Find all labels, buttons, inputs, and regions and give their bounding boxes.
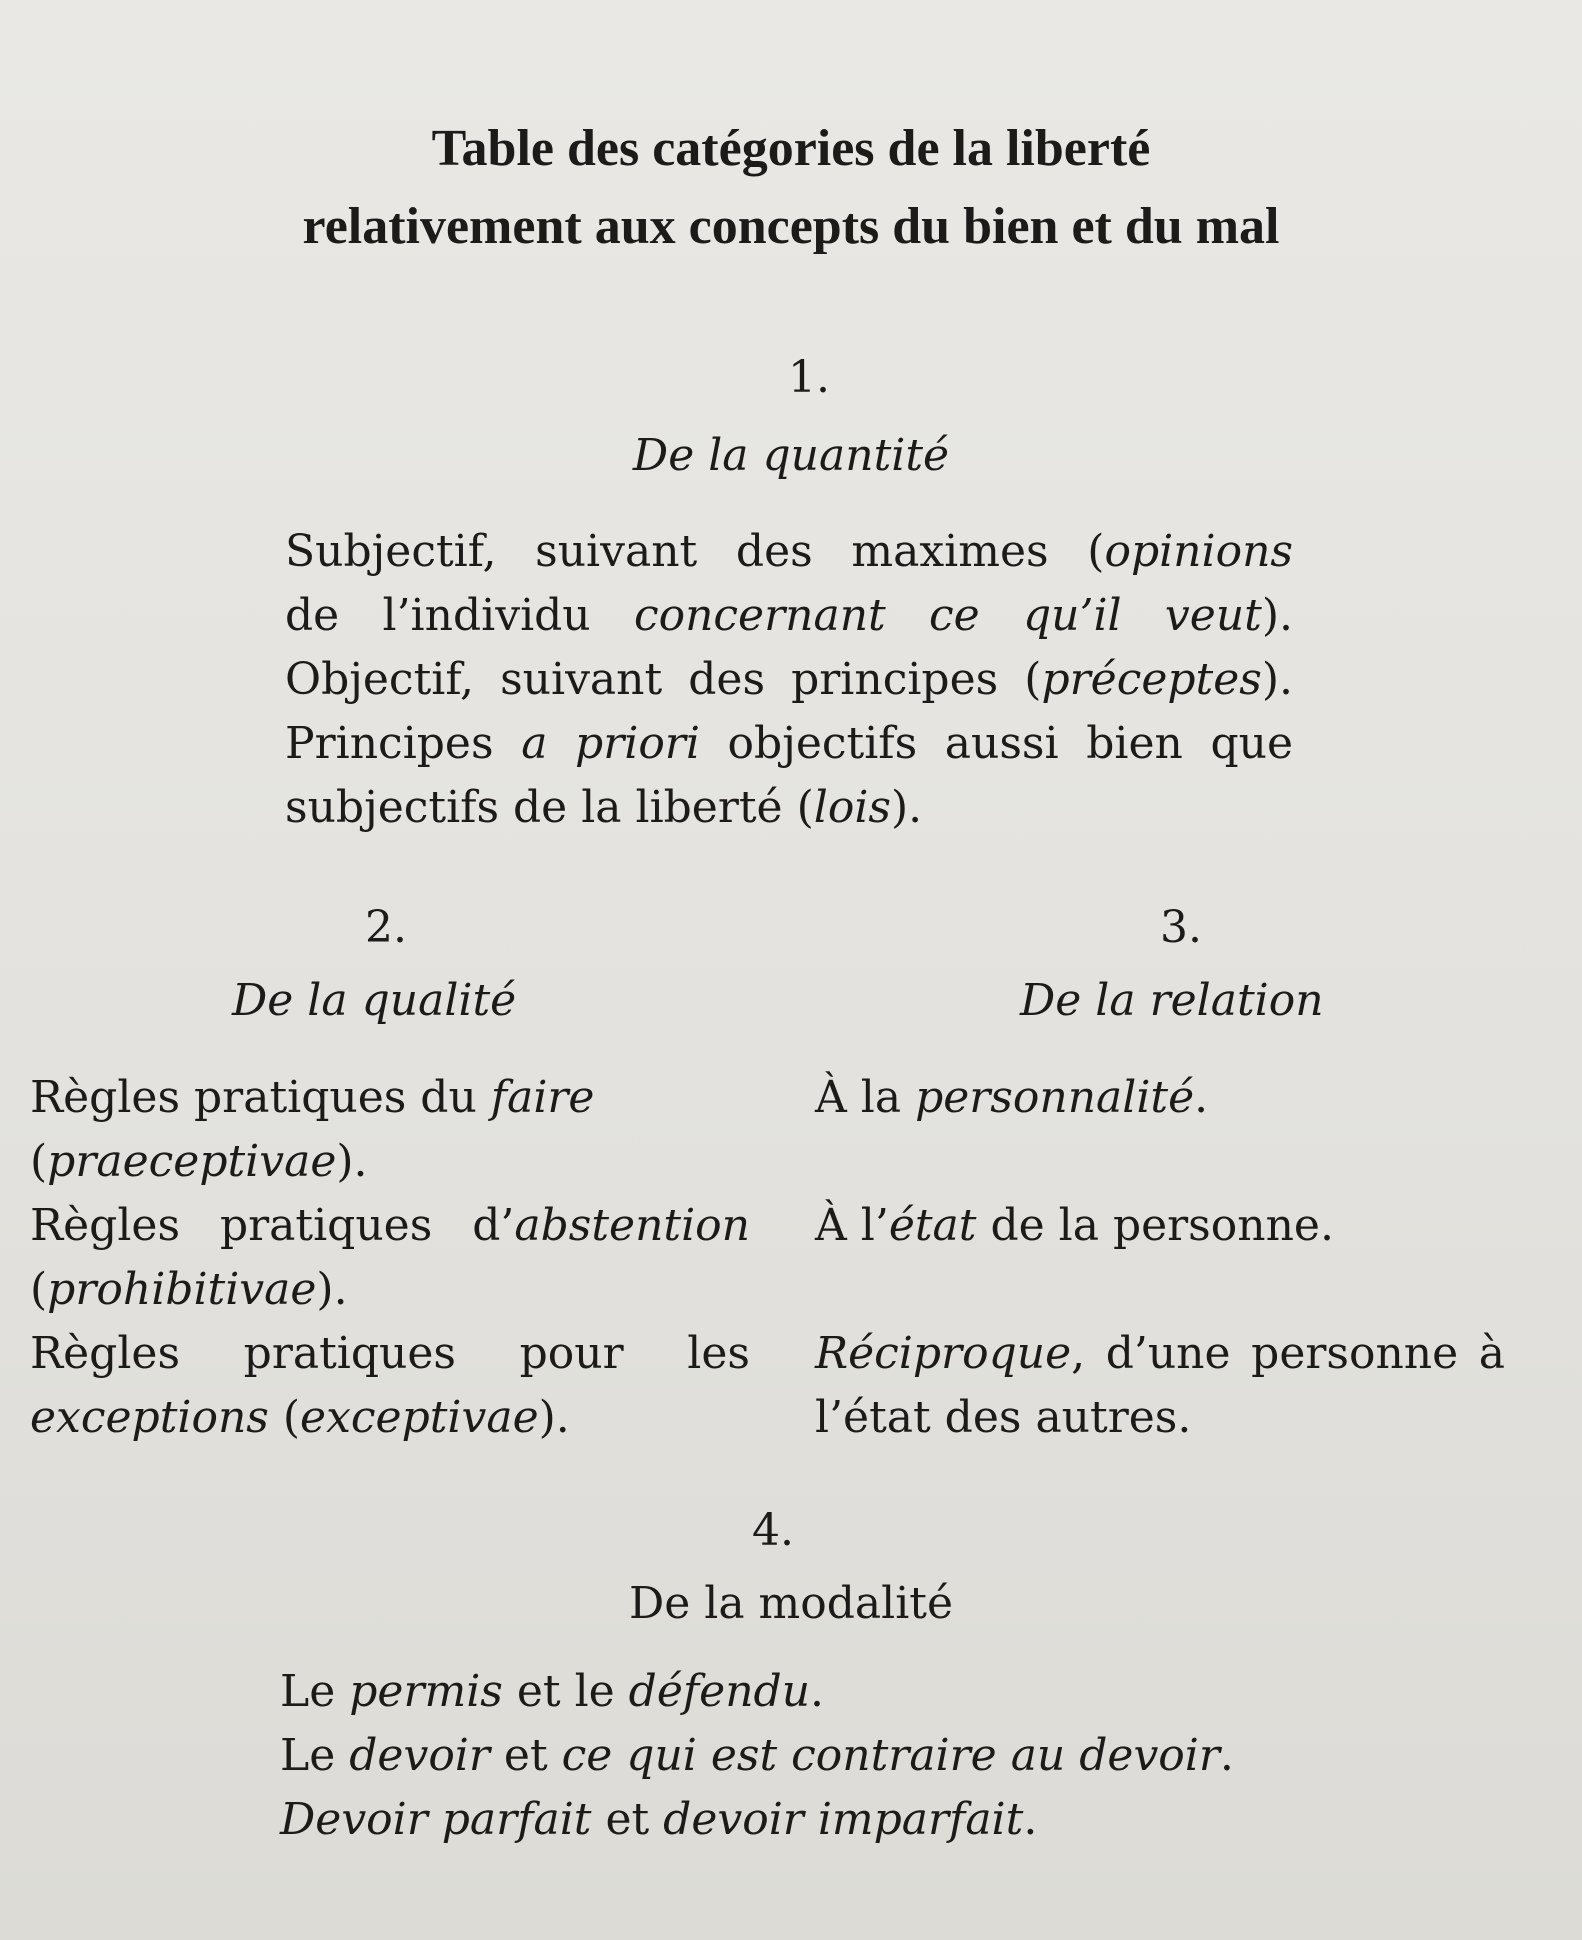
modality-line-2: Le devoir et ce qui est contraire au devoir.: [280, 1730, 1234, 1781]
quality-line-5: Règles pratiques pour les: [30, 1328, 750, 1379]
relation-line-3: Réciproque, d’une personne à: [815, 1328, 1505, 1379]
section-body-quantity: [285, 520, 1293, 840]
quality-line-6: exceptions (exceptivae).: [30, 1392, 570, 1443]
relation-line-2: À l’état de la personne.: [815, 1200, 1334, 1251]
section-heading-modality: De la modalité: [628, 1578, 954, 1629]
section-heading-quantity: De la quantité: [632, 430, 950, 481]
section-heading-relation: De la relation: [1020, 975, 1324, 1026]
quality-line-4: (prohibitivae).: [30, 1264, 348, 1315]
modality-line-1: Le permis et le défendu.: [280, 1666, 825, 1717]
quantity-line-3: Objectif, suivant des principes (préceptes).: [285, 654, 1293, 705]
quantity-line-5: subjectifs de la liberté (lois).: [285, 782, 923, 833]
page-title: [0, 110, 1582, 266]
quality-line-3: Règles pratiques d’abstention: [30, 1200, 750, 1251]
modality-line-3: Devoir parfait et devoir imparfait.: [280, 1794, 1038, 1845]
section-number-quality: 2.: [365, 902, 407, 953]
section-number-quantity: 1.: [788, 352, 830, 403]
section-body-quality: [30, 1066, 750, 1450]
title-line-1: Table des catégories de la liberté: [431, 120, 1151, 177]
section-body-relation: [815, 1066, 1505, 1450]
relation-line-1: À la personnalité.: [815, 1072, 1209, 1123]
title-line-2: relativement aux concepts du bien et du mal: [302, 198, 1280, 255]
relation-line-4: l’état des autres.: [815, 1392, 1192, 1443]
section-body-modality: [280, 1660, 1320, 1852]
quantity-line-2: de l’individu concernant ce qu’il veut).: [285, 590, 1293, 641]
quality-line-2: (praeceptivae).: [30, 1136, 368, 1187]
section-heading-quality: De la qualité: [232, 975, 517, 1026]
quantity-line-1: Subjectif, suivant des maximes (opinions: [285, 526, 1293, 577]
quality-line-1: Règles pratiques du faire: [30, 1072, 595, 1123]
quantity-line-4: Principes a priori objectifs aussi bien que: [285, 718, 1293, 769]
section-number-modality: 4.: [752, 1505, 794, 1556]
section-number-relation: 3.: [1160, 902, 1202, 953]
